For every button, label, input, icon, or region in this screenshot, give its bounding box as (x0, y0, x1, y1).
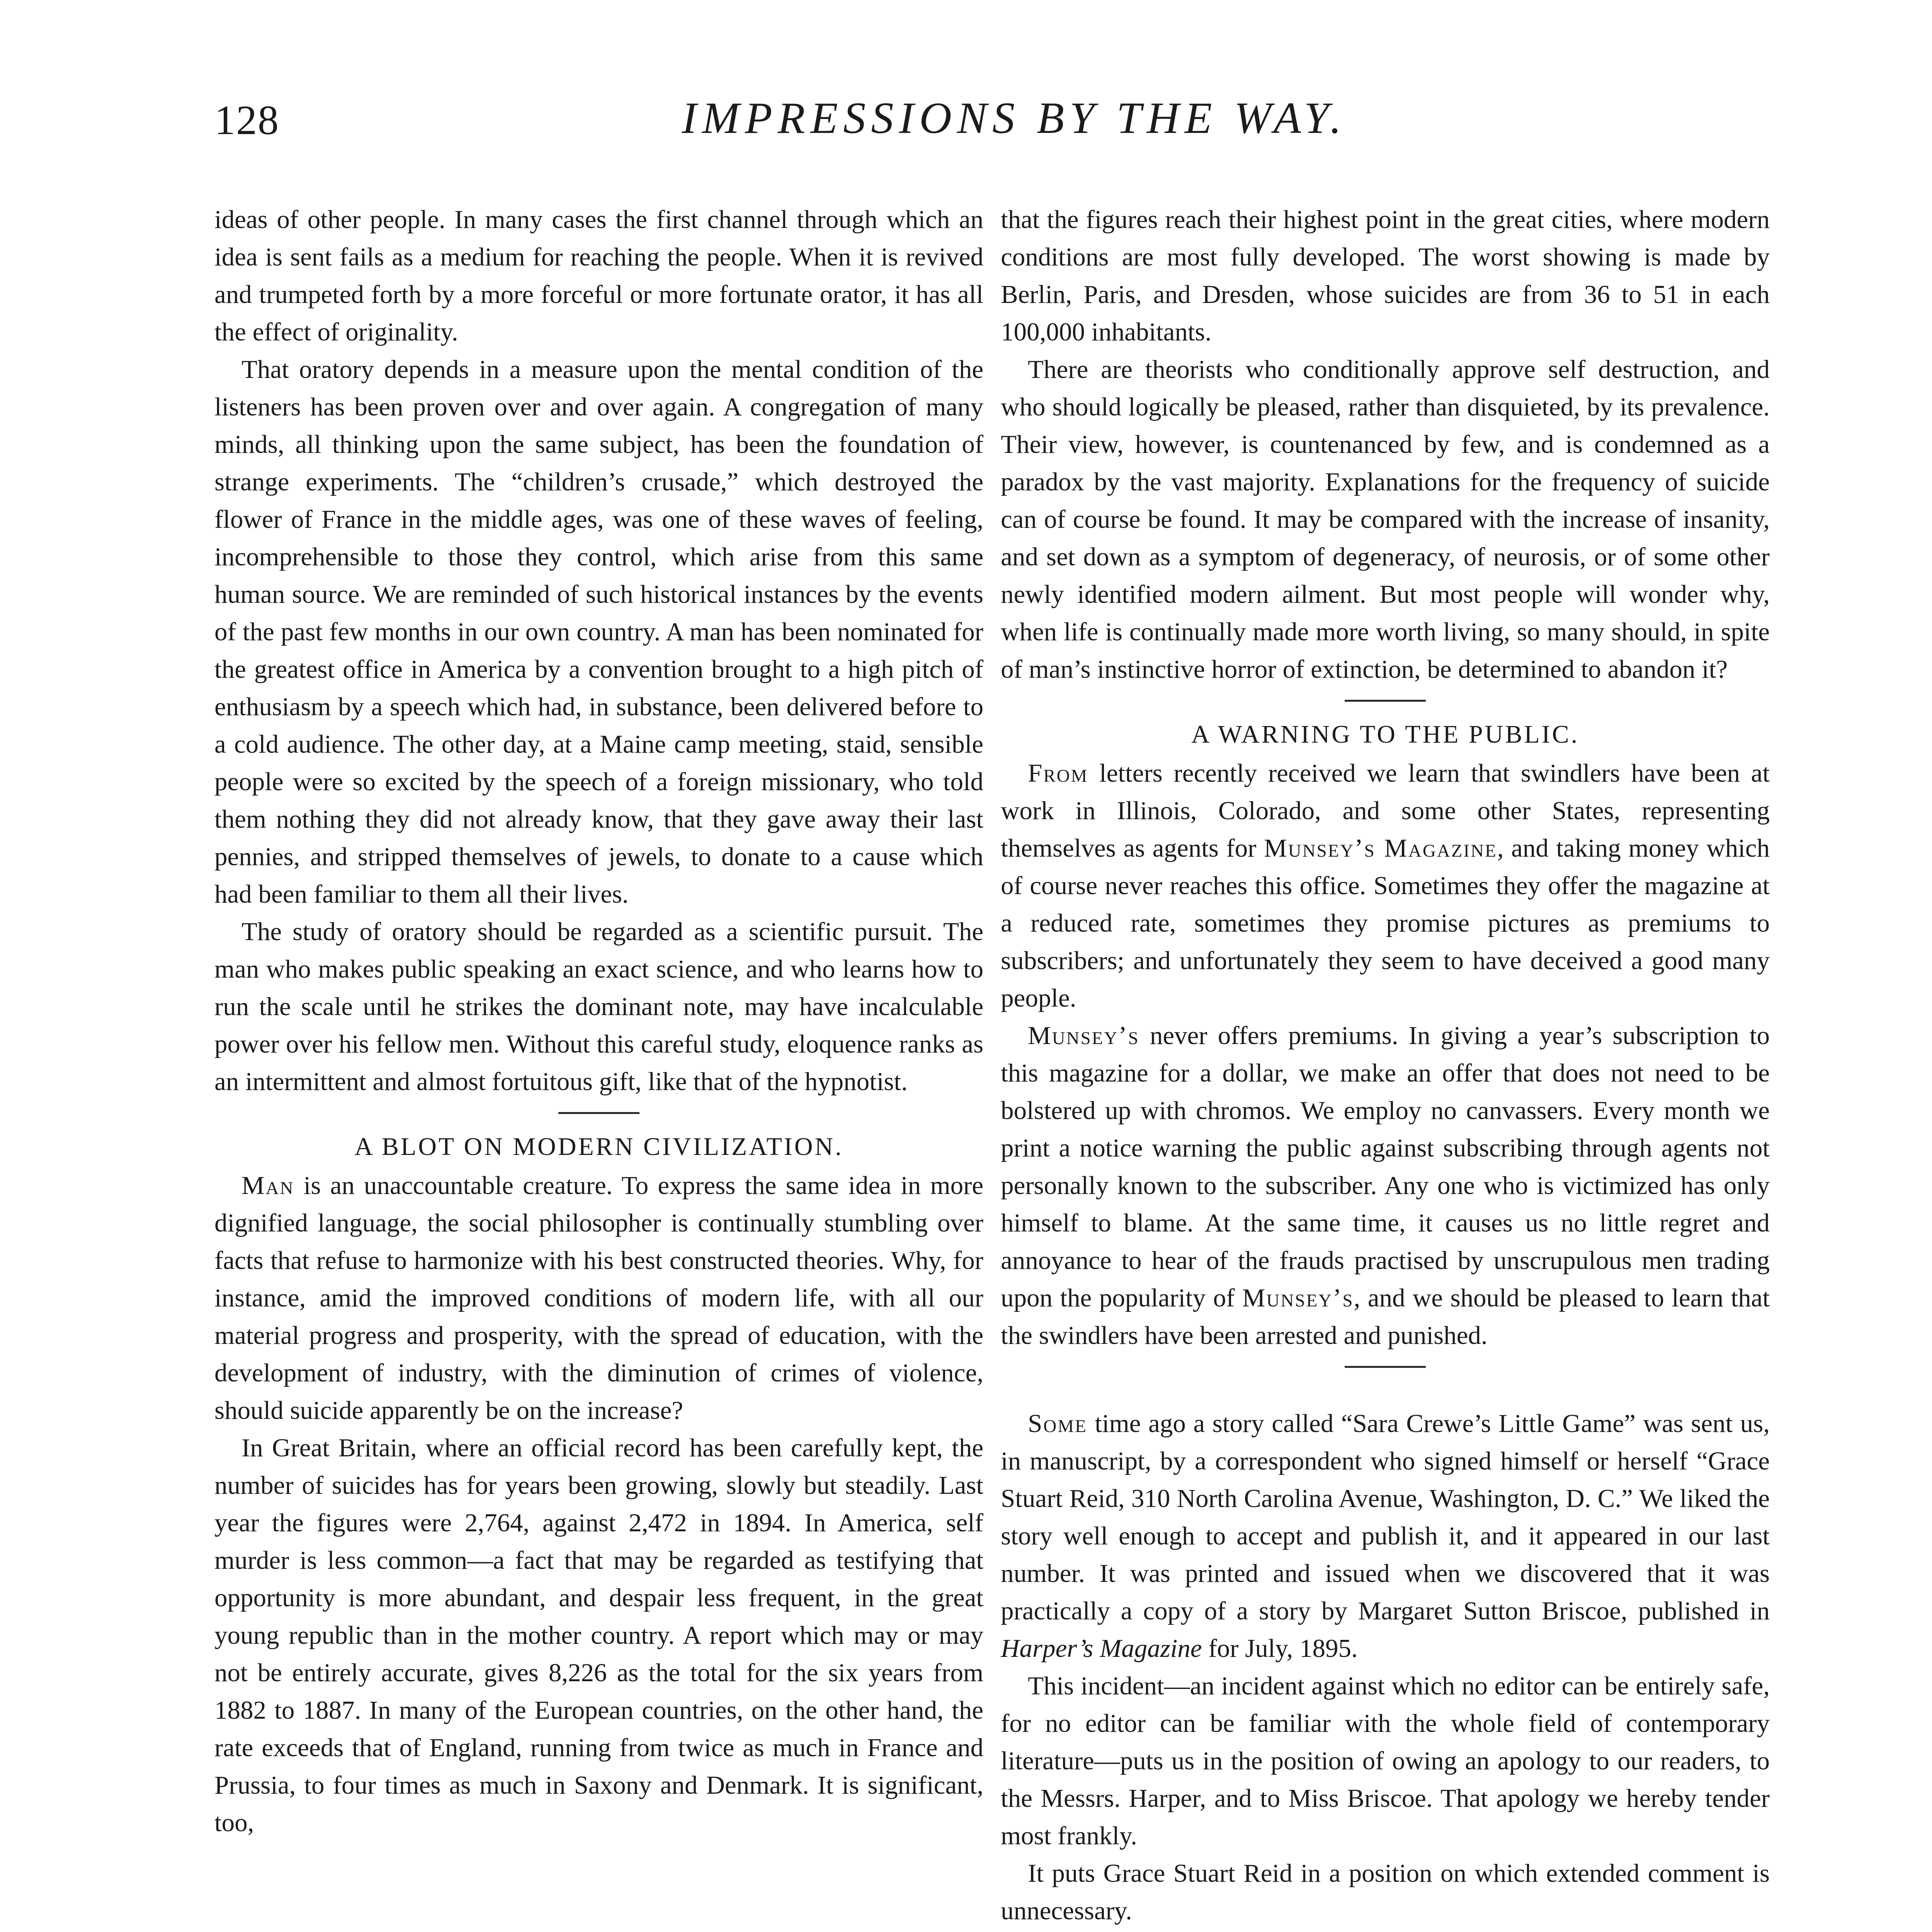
paragraph-apology: This incident—an incident against which no editor can be entirely safe, for no editor can be familiar with the whole field of contemporary literature—puts us in the position of owing an apology to our readers, to the Messrs. Harper, and to Miss Briscoe. That apology we hereby tender most frankly. (1001, 1672, 1770, 1850)
left-column (214, 201, 983, 1842)
paragraph-sara-crewe-text: time ago a story called “Sara Crewe’s Little Game” was sent us, in manuscript, by a correspondent who signed himself or herself “Grace Stuart Reid, 310 North Carolina Avenue, Washington, D. C.” We liked the story well enough to accept and publish it, and it appeared in our last number. It was printed and issued when we discovered that it was practically a copy of a story by Margaret Sutton Briscoe, published in (1001, 1409, 1770, 1625)
section-rule (558, 1112, 639, 1114)
section-title-blot: A BLOT ON MODERN CIVILIZATION. (354, 1133, 844, 1161)
paragraph-blot-statistics: In Great Britain, where an official record has been carefully kept, the number of suicides has for years been growing, slowly but steadily. Last year the figures were 2,764, against 2,472 in 1894. In America, self murder is less common—a fact that may be regarded as testifying that opportunity is more abundant, and despair less frequent, in the great young republic than in the mother country. A report which may or may not be entirely accurate, gives 8,226 as the total for the six years from 1882 to 1887. In many of the European countries, on the other hand, the rate exceeds that of England, running from twice as much in France and Prussia, to four times as much in Saxony and Denmark. It is significant, too, (214, 1434, 983, 1837)
paragraph-sara-crewe (1001, 1405, 1770, 1667)
lead-word-some: Some (1028, 1409, 1087, 1438)
magazine-name-short: Munsey’s (1028, 1021, 1139, 1050)
harpers-magazine-title: Harper’s Magazine (1001, 1634, 1202, 1663)
paragraph-warning-letters-text: letters recently received we learn that swindlers have been at work in Illinois, Colorado, and some other States, representing themselves as agents for (1001, 759, 1770, 862)
magazine-name-short: Munsey’s (1242, 1284, 1354, 1312)
paragraph-oratory-scientific: The study of oratory should be regarded as a scientific pursuit. The man who makes public speaking an exact science, and who learns how to run the scale until he strikes the dominant note, may have incalculable power over his fellow men. Without this careful study, eloquence ranks as an intermittent and almost fortuitous gift, like that of the hypnotist. (214, 917, 983, 1096)
paragraph-sara-crewe-date: for July, 1895. (1208, 1634, 1358, 1663)
lead-word-man: Man (242, 1171, 294, 1200)
running-title: IMPRESSIONS BY THE WAY. (682, 94, 1347, 143)
section-rule (1345, 700, 1426, 702)
paragraph-warning-premiums (1001, 1017, 1770, 1354)
paragraph-warning-letters (1001, 755, 1770, 1017)
lead-word-from: From (1028, 759, 1088, 787)
spacer (1001, 1382, 1770, 1405)
paragraph-oratory-mental-condition: That oratory depends in a measure upon the mental condition of the listeners has been proven over and over again. A congregation of many minds, all thinking upon the same subject, has been the foundation of strange experiments. The “children’s crusade,” which destroyed the flower of France in the middle ages, was one of these waves of feeling, incomprehensible to those they control, which arise from this same human source. We are reminded of such historical instances by the events of the past few months in our own country. A man has been nominated for the greatest office in America by a convention brought to a high pitch of enthusiasm by a speech which had, in substance, been delivered before to a cold audience. The other day, at a Maine camp meeting, staid, sensible people were so excited by the speech of a foreign missionary, who told them nothing they did not already know, that they gave away their last pennies, and stripped themselves of jewels, to donate to a cause which had been familiar to them all their lives. (214, 355, 983, 908)
magazine-name: Munsey’s Magazine (1264, 834, 1497, 862)
right-column (1001, 201, 1770, 1930)
section-rule (1345, 1366, 1426, 1368)
section-title-warning: A WARNING TO THE PUBLIC. (1191, 720, 1580, 748)
paragraph-grace-stuart-reid: It puts Grace Stuart Reid in a position on which extended comment is unnecessary. (1001, 1859, 1770, 1925)
paragraph-blot-theorists: There are theorists who conditionally approve self destruction, and who should logically be pleased, rather than disquieted, by its prevalence. Their view, however, is countenanced by few, and is condemned as a paradox by the vast majority. Explanations for the frequency of suicide can of course be found. It may be compared with the increase of insanity, and set down as a symptom of degeneracy, of neurosis, or of some other newly identified modern ailment. But most people will wonder why, when life is continually made more worth living, so many should, in spite of man’s instinctive horror of extinction, be determined to abandon it? (1001, 355, 1770, 684)
paragraph-blot-intro (214, 1167, 983, 1429)
paragraph-oratory-end: ideas of other people. In many cases the first channel through which an idea is sent fails as a medium for reaching the people. When it is revived and trumpeted forth by a more forceful or more fortunate orator, it has all the effect of originality. (214, 205, 983, 346)
paragraph-warning-letters-rest: , and taking money which of course never reaches this office. Sometimes they offer the magazine at a reduced rate, sometimes they promise pictures as premiums to subscribers; and unfortunately they seem to have deceived a good many people. (1001, 834, 1770, 1012)
page-number: 128 (214, 97, 279, 143)
paragraph-blot-intro-text: is an unaccountable creature. To express the same idea in more dignified language, the social philosopher is continually stumbling over facts that refuse to harmonize with his best constructed theories. Why, for instance, amid the improved conditions of modern life, with all our material progress and prosperity, with the spread of education, with the development of industry, with the diminution of crimes of violence, should suicide apparently be on the increase? (214, 1171, 983, 1425)
paragraph-blot-cities: that the figures reach their highest point in the great cities, where modern conditions are most fully developed. The worst showing is made by Berlin, Paris, and Dresden, whose suicides are from 36 to 51 in each 100,000 inhabitants. (1001, 205, 1770, 346)
paragraph-warning-premiums-text: never offers premiums. In giving a year’s subscription to this magazine for a dollar, we make an offer that does not need to be bolstered up with chromos. We employ no canvassers. Every month we print a notice warning the public against subscribing through agents not personally known to the subscriber. Any one who is victimized has only himself to blame. At the same time, it causes us no little regret and annoyance to hear of the frauds practised by unscrupulous men trading upon the popularity of (1001, 1021, 1770, 1312)
paragraph-warning-premiums-rest: , and we should be pleased to learn that the swindlers have been arrested and punished. (1001, 1284, 1770, 1350)
